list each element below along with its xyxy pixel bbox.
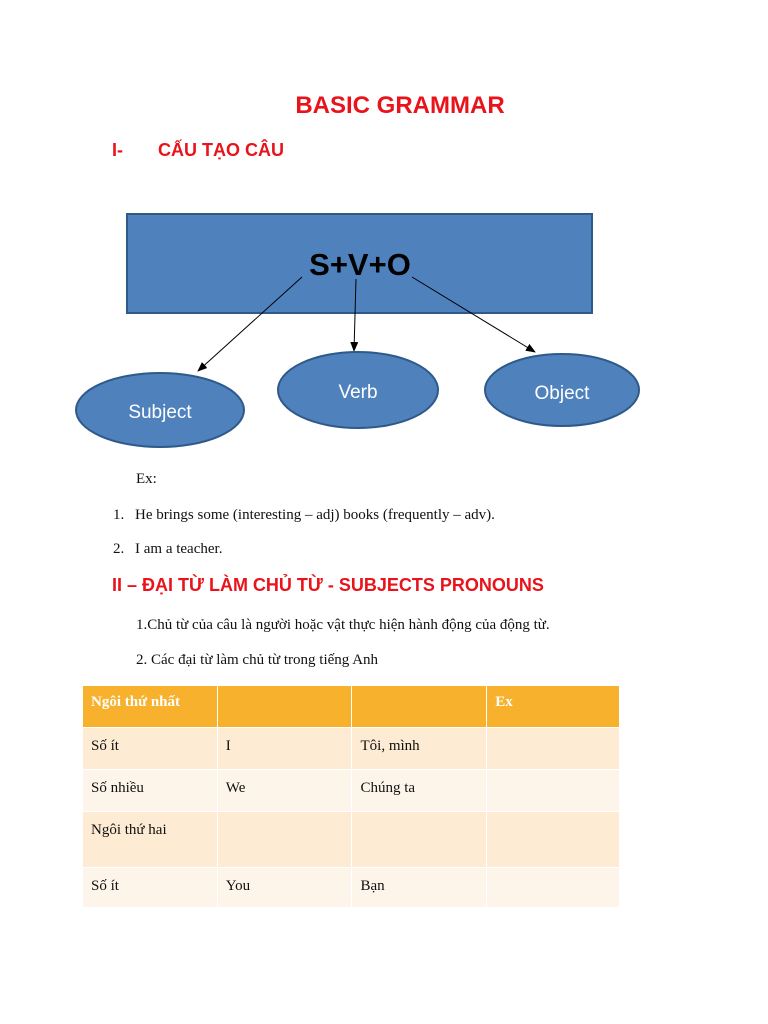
object-label: Object (534, 383, 590, 404)
table-cell (217, 812, 352, 868)
table-cell (352, 812, 487, 868)
table-cell (487, 812, 620, 868)
table-header-cell: Ngôi thứ nhất (83, 686, 218, 728)
table-cell (487, 728, 620, 770)
table-cell (487, 770, 620, 812)
subject-pronouns-table (82, 685, 620, 908)
table-row (83, 728, 620, 770)
example-item (113, 541, 222, 558)
table-cell: Số ít (83, 868, 218, 908)
subject-label: Subject (128, 402, 192, 423)
section-1-number: I- (112, 140, 123, 160)
table-cell: Số ít (83, 728, 218, 770)
table-cell: Ngôi thứ hai (83, 812, 218, 868)
table-header-cell: Ex (487, 686, 620, 728)
verb-label: Verb (338, 382, 378, 403)
table-cell: You (217, 868, 352, 908)
example-text: I am a teacher. (135, 541, 223, 557)
table-cell: I (217, 728, 352, 770)
example-label: Ex: (136, 471, 157, 487)
table-cell: Tôi, mình (352, 728, 487, 770)
table-row (83, 812, 620, 868)
table-row (83, 770, 620, 812)
table-header-cell (352, 686, 487, 728)
example-number: 1. (113, 507, 125, 523)
table-cell: We (217, 770, 352, 812)
example-item (113, 507, 495, 524)
table-header-cell (217, 686, 352, 728)
table-header-row (83, 686, 620, 728)
section-2-heading: II – ĐẠI TỪ LÀM CHỦ TỪ - SUBJECTS PRONOUNS (112, 575, 544, 595)
table-cell: Chúng ta (352, 770, 487, 812)
section-1-heading (112, 140, 284, 161)
svo-diagram (0, 200, 768, 460)
point-1: 1.Chủ từ của câu là người hoặc vật thực hiện hành động của động từ. (136, 617, 550, 633)
document-title: BASIC GRAMMAR (295, 92, 505, 119)
example-text: He brings some (interesting – adj) books (frequently – adv). (135, 507, 495, 523)
section-1-title: CẤU TẠO CÂU (158, 140, 284, 160)
formula-text: S+V+O (309, 247, 411, 282)
point-2: 2. Các đại từ làm chủ từ trong tiếng Anh (136, 652, 379, 668)
table-cell: Bạn (352, 868, 487, 908)
table-row (83, 868, 620, 908)
table-cell (487, 868, 620, 908)
table-cell: Số nhiều (83, 770, 218, 812)
example-number: 2. (113, 541, 125, 557)
